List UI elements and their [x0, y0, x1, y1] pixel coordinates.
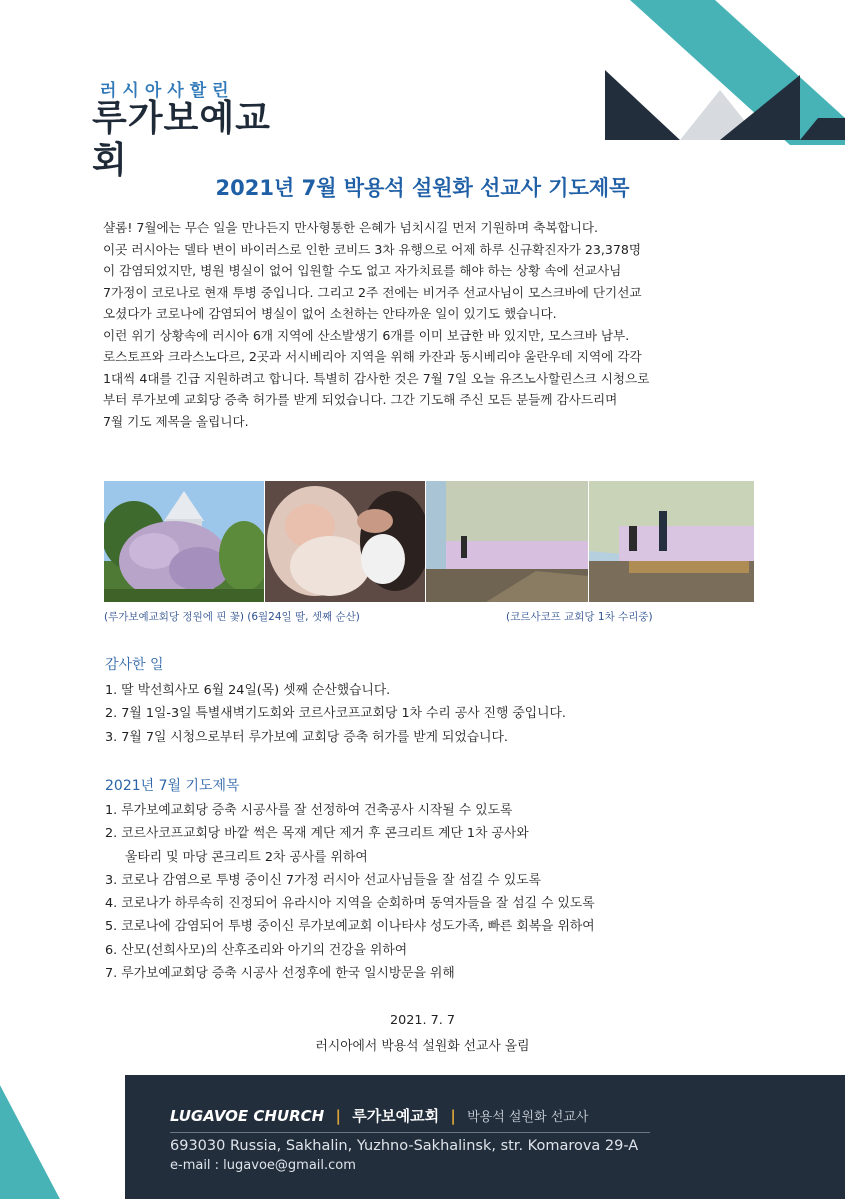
photo-caption-left: (루가보예교회당 정원에 핀 꽃) (6월24일 딸, 셋째 순산) — [104, 611, 360, 623]
signature-date: 2021. 7. 7 — [389, 1013, 456, 1028]
intro-line: 오셨다가 코로나에 감염되어 병실이 없어 소천하는 안타까운 일이 있기도 했습니다. — [103, 306, 557, 321]
prayer-list — [105, 799, 595, 985]
list-item: 2. 7월 1일-3일 특별새벽기도회와 코르사코프교회당 1차 수리 공사 진행 중입니다. — [105, 706, 566, 722]
footer-separator: | — [335, 1107, 341, 1125]
list-item: 1. 루가보예교회당 증축 시공사를 잘 선정하여 건축공사 시작될 수 있도록 — [105, 803, 513, 818]
list-item — [105, 846, 595, 869]
footer-church-name — [170, 1105, 588, 1126]
list-item: 7. 루가보예교회당 증축 시공사 선정후에 한국 일시방문을 위해 — [105, 966, 455, 982]
list-item-continuation: 울타리 및 마당 콘크리트 2차 공사를 위하여 — [125, 849, 368, 865]
intro-line: 부터 루가보예 교회당 증축 허가를 받게 되었습니다. 그간 기도해 주신 모든 분들께 감사드리며 — [103, 392, 618, 407]
signature-sender: 러시아에서 박용석 설원화 선교사 올림 — [315, 1039, 530, 1054]
footer-missionaries: 박용석 설원화 선교사 — [467, 1110, 589, 1125]
intro-line: 1대씩 4대를 긴급 지원하려고 합니다. 특별히 감사한 것은 7월 7일 오늘 유즈노사할린스크 시청으로 — [103, 370, 650, 386]
intro-line: 7가정이 코로나로 현재 투병 중입니다. 그리고 2주 전에는 비거주 선교사님이 모스크바에 단기선교 — [103, 284, 642, 300]
intro-paragraph — [103, 217, 771, 432]
thanks-heading: 감사한 일 — [105, 657, 164, 673]
list-item: 5. 코로나에 감염되어 투병 중이신 루가보예교회 이나타샤 성도가족, 빠른 회복을 위하여 — [105, 919, 595, 935]
intro-line: 7월 기도 제목을 올립니다. — [103, 413, 249, 429]
logo-title: 루가보예교회 — [92, 98, 271, 181]
footer-address: 693030 Russia, Sakhalin, Yuzhno-Sakhalinsk, str. Komarova 29-A — [170, 1138, 639, 1154]
photo-caption-right: (코르사코프 교회당 1차 수리중) — [506, 611, 653, 623]
thanks-list — [105, 679, 566, 749]
church-logo — [92, 72, 288, 181]
intro-line: 샬롬! 7월에는 무슨 일을 만나든지 만사형통한 은혜가 넘치시길 먼저 기원하며 축복합니다. — [103, 220, 599, 235]
footer-divider — [170, 1132, 650, 1133]
intro-line: 로스토프와 크라스노다르, 2곳과 서시베리아 지역을 위해 카잔과 동시베리야 울란우데 지역에 각각 — [103, 349, 642, 364]
logo-subtitle: 러시아사할린 — [100, 81, 235, 101]
corner-decoration-bottom-left — [0, 1070, 135, 1199]
garden-flowers-photo — [104, 481, 264, 602]
footer-separator: | — [450, 1107, 456, 1125]
corner-decoration-top-right — [560, 0, 845, 145]
list-item: 3. 코로나 감염으로 투병 중이신 7가정 러시아 선교사님들을 잘 섬길 수 있도록 — [105, 872, 541, 888]
footer-email[interactable]: e-mail : lugavoe@gmail.com — [170, 1158, 356, 1173]
footer-church-ko: 루가보예교회 — [352, 1107, 440, 1125]
list-item: 4. 코로나가 하루속히 진정되어 유라시아 지역을 순회하며 동역자들을 잘 섬길 수 있도록 — [105, 896, 595, 912]
church-repair-photo-2 — [589, 481, 754, 602]
page-title: 2021년 7월 박용석 설원화 선교사 기도제목 — [215, 176, 630, 200]
photo-strip — [104, 481, 754, 602]
intro-line: 이곳 러시아는 델타 변이 바이러스로 인한 코비드 3차 유행으로 어제 하루 신규확진자가 23,378명 — [103, 241, 642, 257]
prayer-heading: 2021년 7월 기도제목 — [105, 778, 240, 794]
list-item: 1. 딸 박선희사모 6월 24일(목) 셋째 순산했습니다. — [105, 683, 391, 698]
footer-church-en: LUGAVOE CHURCH — [170, 1107, 325, 1125]
list-item: 3. 7월 7일 시청으로부터 루가보예 교회당 증축 허가를 받게 되었습니다. — [105, 729, 508, 745]
list-item: 6. 산모(선희사모)의 산후조리와 아기의 건강을 위하여 — [105, 942, 408, 958]
footer — [125, 1075, 845, 1199]
intro-line: 이런 위기 상황속에 러시아 6개 지역에 산소발생기 6개를 이미 보급한 바 있지만, 모스크바 남부. — [103, 327, 630, 343]
church-repair-photo-1 — [426, 481, 588, 602]
intro-line: 이 감염되었지만, 병원 병실이 없어 입원할 수도 없고 자가치료를 해야 하는 상황 속에 선교사님 — [103, 263, 622, 278]
list-item: 2. 코르사코프교회당 바깥 썩은 목재 계단 제거 후 콘크리트 계단 1차 공사와 — [105, 826, 529, 842]
newborn-baby-photo — [265, 481, 425, 602]
